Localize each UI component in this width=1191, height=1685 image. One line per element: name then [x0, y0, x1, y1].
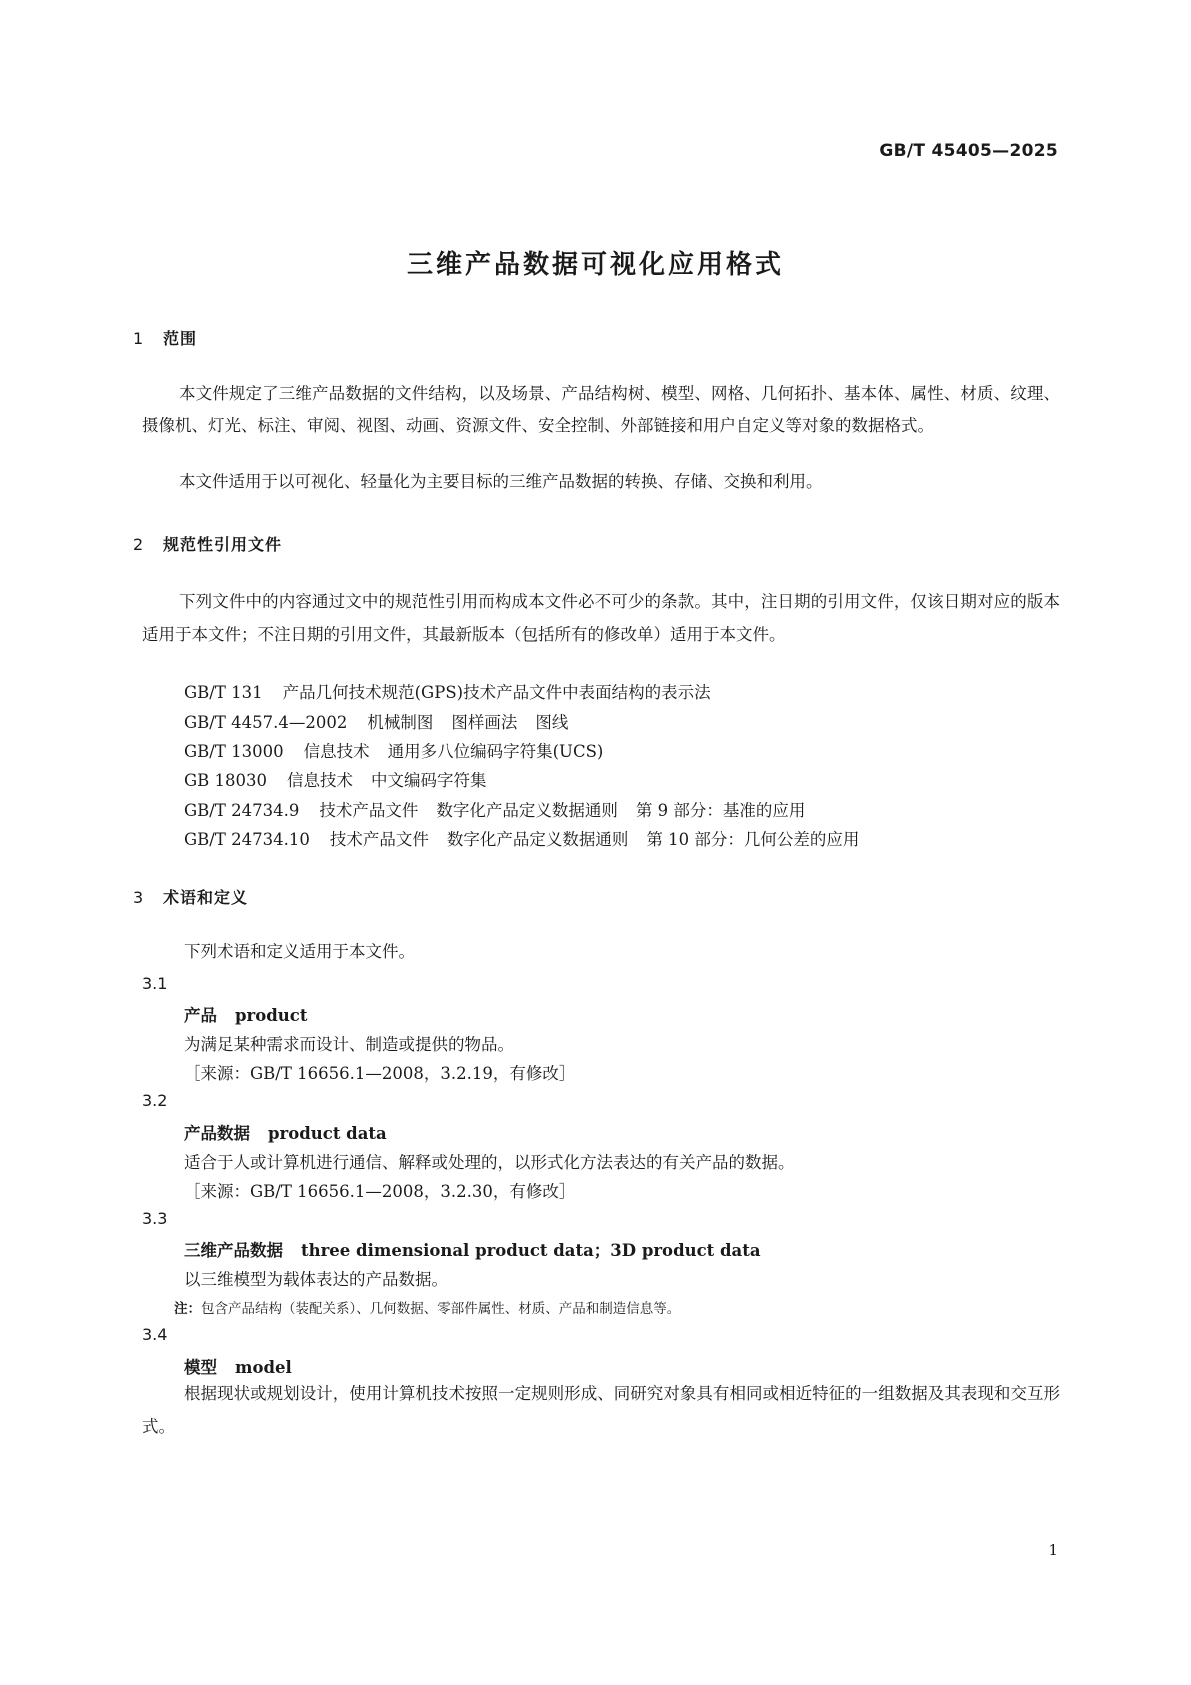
reference-item: [184, 709, 568, 733]
reference-item: [184, 826, 859, 850]
term-en: model: [235, 1358, 292, 1377]
reference-item: [184, 797, 805, 821]
term-source: ［来源：GB/T 16656.1—2008，3.2.30，有修改］: [184, 1182, 576, 1201]
scope-paragraph-2: 本文件适用于以可视化、轻量化为主要目标的三维产品数据的转换、存储、交换和利用。: [179, 472, 823, 491]
term-zh: 产品数据: [184, 1124, 250, 1143]
term-zh: 三维产品数据: [184, 1241, 283, 1260]
note-text: 包含产品结构（装配关系）、几何数据、零部件属性、材质、产品和制造信息等。: [201, 1301, 681, 1317]
reference-title: 通用多八位编码字符集(UCS): [387, 742, 604, 761]
reference-code: GB 18030: [184, 771, 268, 790]
reference-title: 机械制图: [367, 713, 434, 732]
references-intro: 下列文件中的内容通过文中的规范性引用而构成本文件必不可少的条款。其中，注日期的引用文件，仅该日期对应的版本适用于本文件；不注日期的引用文件，其最新版本（包括所有的修改单）适用于本文件。: [142, 592, 1060, 644]
reference-code: GB/T 13000: [184, 742, 284, 761]
reference-code: GB/T 4457.4—2002: [184, 713, 348, 732]
term-en: product: [235, 1006, 308, 1025]
term-zh: 产品: [184, 1006, 217, 1025]
reference-title: 第 9 部分：基准的应用: [635, 801, 806, 820]
term-number: 3.1: [142, 974, 168, 993]
reference-title: 信息技术: [287, 771, 354, 790]
reference-title: 技术产品文件: [319, 801, 419, 820]
reference-title: 第 10 部分：几何公差的应用: [646, 830, 860, 849]
section-title: 范围: [163, 329, 198, 348]
term-note: [174, 1297, 680, 1317]
term-definition: 适合于人或计算机进行通信、解释或处理的，以形式化方法表达的有关产品的数据。: [184, 1153, 795, 1172]
term-definition: 为满足某种需求而设计、制造或提供的物品。: [184, 1035, 514, 1054]
section-3-heading: [133, 885, 248, 908]
reference-title: 中文编码字符集: [371, 771, 487, 790]
section-number: 2: [133, 535, 145, 554]
term-en: three dimensional product data；3D product data: [301, 1241, 761, 1260]
term-number: 3.2: [142, 1091, 168, 1110]
reference-item: [184, 679, 711, 703]
section-title: 术语和定义: [163, 888, 249, 907]
term-definition: 以三维模型为载体表达的产品数据。: [184, 1270, 448, 1289]
term-heading: [184, 1237, 761, 1261]
reference-title: 图样画法: [451, 713, 518, 732]
term-number: 3.4: [142, 1325, 168, 1344]
section-number: 3: [133, 888, 145, 907]
reference-item: [184, 738, 603, 762]
term-definition: 根据现状或规划设计，使用计算机技术按照一定规则形成、同研究对象具有相同或相近特征的一组数据及其表现和交互形式。: [142, 1384, 1060, 1436]
reference-title: 数字化产品定义数据通则: [446, 830, 629, 849]
scope-paragraph-1: 本文件规定了三维产品数据的文件结构，以及场景、产品结构树、模型、网格、几何拓扑、基本体、属性、材质、纹理、摄像机、灯光、标注、审阅、视图、动画、资源文件、安全控制、外部链接和用户自定义等对象的数据格式。: [142, 384, 1060, 435]
reference-code: GB/T 131: [184, 683, 263, 702]
term-heading: [184, 1002, 307, 1026]
terms-intro: 下列术语和定义适用于本文件。: [184, 942, 415, 961]
reference-title: 数字化产品定义数据通则: [436, 801, 618, 820]
reference-code: GB/T 24734.10: [184, 830, 310, 849]
term-number: 3.3: [142, 1209, 168, 1228]
section-title: 规范性引用文件: [163, 535, 283, 554]
reference-code: GB/T 24734.9: [184, 801, 300, 820]
reference-item: [184, 767, 487, 791]
note-label: 注：: [174, 1301, 201, 1317]
term-en: product data: [268, 1124, 387, 1143]
page-number: 1: [1048, 1541, 1058, 1559]
reference-title: 信息技术: [303, 742, 370, 761]
standard-code: GB/T 45405—2025: [879, 141, 1058, 161]
reference-title: 产品几何技术规范(GPS)技术产品文件中表面结构的表示法: [282, 683, 711, 702]
reference-title: 技术产品文件: [329, 830, 429, 849]
section-number: 1: [133, 329, 145, 348]
document-title: 三维产品数据可视化应用格式: [406, 250, 784, 280]
reference-title: 图线: [535, 713, 569, 732]
term-source: ［来源：GB/T 16656.1—2008，3.2.19，有修改］: [184, 1064, 576, 1083]
term-heading: [184, 1120, 387, 1144]
term-heading: [184, 1354, 292, 1378]
section-2-heading: [133, 532, 282, 555]
term-zh: 模型: [184, 1358, 217, 1377]
section-1-heading: [133, 326, 197, 349]
